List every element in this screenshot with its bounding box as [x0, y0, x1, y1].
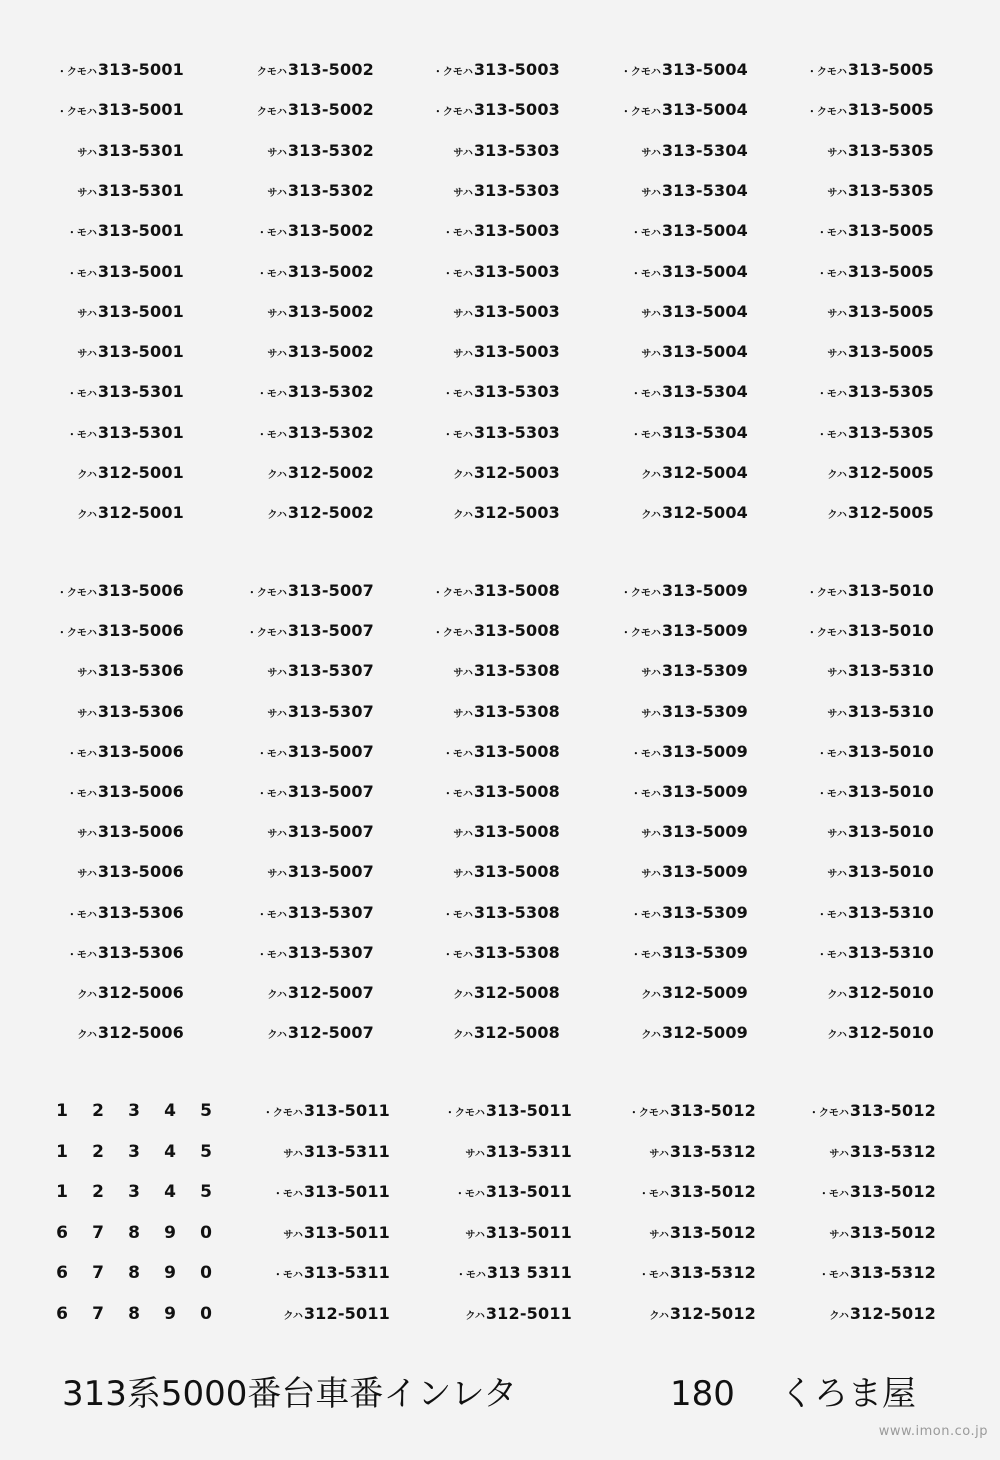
digit-decal: 7: [92, 1263, 104, 1283]
car-number-decal: ・モハ313-5309: [630, 902, 748, 922]
digit-decal: 0: [200, 1222, 212, 1243]
car-number-decal: ・クモハ313-5011: [262, 1101, 390, 1120]
car-number-decal: ・クモハ313-5003: [432, 60, 560, 79]
car-number-decal: ・モハ313-5305: [816, 422, 934, 442]
car-number-decal: サハ313-5006: [77, 862, 184, 882]
car-number-decal: サハ313-5310: [827, 661, 934, 681]
car-number-decal: クモハ313-5002: [256, 60, 374, 79]
car-number-decal: サハ313-5304: [641, 140, 748, 160]
car-number-decal: サハ313-5310: [827, 701, 934, 721]
car-number-decal: サハ313-5303: [453, 180, 560, 200]
car-number-decal: サハ313-5001: [77, 342, 184, 362]
car-number-decal: ・モハ313-5010: [816, 741, 934, 761]
car-number-decal: サハ313-5011: [283, 1222, 390, 1242]
car-number-decal: サハ313-5012: [649, 1222, 756, 1242]
car-number-decal: サハ313-5312: [829, 1141, 936, 1161]
car-number-decal: サハ313-5305: [827, 180, 934, 200]
car-number-decal: サハ313-5004: [641, 301, 748, 321]
digit-decal: 4: [164, 1182, 176, 1202]
car-number-decal: クハ312-5007: [267, 983, 374, 1002]
car-number-decal: サハ313-5011: [465, 1222, 572, 1242]
car-number-decal: サハ313-5005: [827, 342, 934, 362]
digit-decal: 8: [128, 1222, 140, 1243]
car-number-decal: ・クモハ313-5006: [56, 581, 184, 600]
digit-decal: 7: [92, 1303, 104, 1324]
digit-decal: 6: [56, 1222, 68, 1243]
car-number-decal: サハ313-5003: [453, 301, 560, 321]
car-number-decal: サハ313-5307: [267, 701, 374, 721]
car-number-decal: ・モハ313-5003: [442, 261, 560, 281]
car-number-decal: クハ312-5005: [827, 463, 934, 482]
digit-decal: 2: [92, 1182, 104, 1202]
car-number-decal: ・モハ313-5304: [630, 382, 748, 402]
car-number-decal: サハ313-5007: [267, 822, 374, 842]
car-number-decal: サハ313-5301: [77, 180, 184, 200]
car-number-decal: ・モハ313-5009: [630, 782, 748, 801]
car-number-decal: サハ313-5005: [827, 301, 934, 321]
car-number-decal: ・モハ313-5005: [816, 221, 934, 241]
car-number-decal: クハ312-5004: [641, 503, 748, 523]
car-number-decal: ・クモハ313-5010: [806, 621, 934, 641]
car-number-decal: サハ313-5309: [641, 701, 748, 721]
car-number-decal: ・モハ313-5308: [442, 902, 560, 922]
car-number-decal: サハ313-5008: [453, 822, 560, 842]
car-number-decal: ・モハ313-5002: [256, 261, 374, 281]
car-number-decal: ・モハ313-5307: [256, 902, 374, 922]
car-number-decal: サハ313-5004: [641, 342, 748, 362]
car-number-decal: ・モハ313-5002: [256, 221, 374, 241]
car-number-decal: サハ313-5002: [267, 342, 374, 362]
car-number-decal: ・モハ313-5304: [630, 422, 748, 442]
car-number-decal: ・クモハ313-5001: [56, 100, 184, 120]
car-number-decal: ・クモハ313-5008: [432, 581, 560, 600]
car-number-decal: ・クモハ313-5005: [806, 60, 934, 79]
car-number-decal: サハ313-5003: [453, 342, 560, 362]
car-number-decal: ・クモハ313-5006: [56, 621, 184, 641]
car-number-decal: ・クモハ313-5007: [246, 581, 374, 600]
digit-decal: 9: [164, 1222, 176, 1243]
car-number-decal: サハ313-5007: [267, 862, 374, 882]
car-number-decal: サハ313-5302: [267, 140, 374, 160]
car-number-decal: サハ313-5311: [465, 1141, 572, 1161]
car-number-decal: ・クモハ313-5004: [620, 60, 748, 79]
car-number-decal: ・モハ313-5009: [630, 741, 748, 761]
car-number-decal: サハ313-5311: [283, 1141, 390, 1161]
digit-decal: 5: [200, 1101, 212, 1121]
car-number-decal: ・モハ313-5306: [66, 902, 184, 922]
digit-decal: 3: [128, 1141, 140, 1162]
car-number-decal: ・モハ313-5012: [818, 1182, 936, 1201]
watermark: www.imon.co.jp: [878, 1424, 988, 1439]
car-number-decal: サハ313-5312: [649, 1141, 756, 1161]
car-number-decal: ・モハ313-5007: [256, 782, 374, 801]
digit-decal: 1: [56, 1101, 68, 1121]
car-number-decal: クハ312-5010: [827, 983, 934, 1002]
car-number-decal: ・モハ313-5001: [66, 221, 184, 241]
car-number-decal: サハ313-5012: [829, 1222, 936, 1242]
car-number-decal: サハ313-5308: [453, 701, 560, 721]
car-number-decal: ・モハ313-5011: [272, 1182, 390, 1201]
car-number-decal: サハ313-5307: [267, 661, 374, 681]
digit-decal: 3: [128, 1182, 140, 1202]
car-number-decal: クハ312-5001: [77, 463, 184, 482]
car-number-decal: サハ313-5010: [827, 862, 934, 882]
car-number-decal: クハ312-5001: [77, 503, 184, 523]
car-number-decal: サハ313-5001: [77, 301, 184, 321]
car-number-decal: ・モハ313-5303: [442, 422, 560, 442]
digit-decal: 9: [164, 1303, 176, 1324]
digit-decal: 6: [56, 1263, 68, 1283]
digit-decal: 5: [200, 1182, 212, 1202]
digit-decal: 3: [128, 1101, 140, 1121]
car-number-decal: ・クモハ313-5009: [620, 581, 748, 600]
digit-decal: 4: [164, 1141, 176, 1162]
car-number-decal: クハ312-5008: [453, 1023, 560, 1043]
car-number-decal: ・モハ313-5004: [630, 221, 748, 241]
car-number-decal: クハ312-5007: [267, 1023, 374, 1043]
sheet-number: 180: [670, 1374, 735, 1414]
car-number-decal: ・モハ313-5311: [272, 1263, 390, 1282]
car-number-decal: ・モハ313-5310: [816, 942, 934, 962]
car-number-decal: ・モハ313-5011: [454, 1182, 572, 1201]
car-number-decal: クハ312-5012: [649, 1303, 756, 1323]
car-number-decal: クハ312-5006: [77, 983, 184, 1002]
car-number-decal: ・モハ313-5310: [816, 902, 934, 922]
car-number-decal: ・モハ313-5309: [630, 942, 748, 962]
maker-name: くろま屋: [780, 1374, 916, 1414]
car-number-decal: ・クモハ313-5005: [806, 100, 934, 120]
car-number-decal: ・モハ313-5312: [818, 1263, 936, 1282]
car-number-decal: サハ313-5304: [641, 180, 748, 200]
car-number-decal: ・モハ313-5008: [442, 741, 560, 761]
car-number-decal: クハ312-5004: [641, 463, 748, 482]
car-number-decal: サハ313-5010: [827, 822, 934, 842]
car-number-decal: ・モハ313-5006: [66, 782, 184, 801]
car-number-decal: ・モハ313-5306: [66, 942, 184, 962]
car-number-decal: クハ312-5005: [827, 503, 934, 523]
car-number-decal: サハ313-5009: [641, 862, 748, 882]
digit-decal: 6: [56, 1303, 68, 1324]
car-number-decal: ・モハ313-5302: [256, 422, 374, 442]
car-number-decal: クモハ313-5002: [256, 100, 374, 120]
car-number-decal: サハ313-5306: [77, 701, 184, 721]
sheet-title: 313系5000番台車番インレタ: [62, 1374, 518, 1414]
car-number-decal: ・モハ313-5305: [816, 382, 934, 402]
digit-decal: 2: [92, 1101, 104, 1121]
digit-decal: 4: [164, 1101, 176, 1121]
car-number-decal: ・クモハ313-5001: [56, 60, 184, 79]
car-number-decal: クハ312-5009: [641, 1023, 748, 1043]
digit-decal: 1: [56, 1182, 68, 1202]
car-number-decal: ・モハ313-5005: [816, 261, 934, 281]
car-number-decal: サハ313-5308: [453, 661, 560, 681]
car-number-decal: サハ313-5008: [453, 862, 560, 882]
car-number-decal: ・モハ313-5301: [66, 382, 184, 402]
car-number-decal: ・モハ313-5307: [256, 942, 374, 962]
car-number-decal: ・モハ313-5303: [442, 382, 560, 402]
digit-decal: 1: [56, 1141, 68, 1162]
car-number-decal: ・モハ313-5301: [66, 422, 184, 442]
car-number-decal: ・モハ313-5004: [630, 261, 748, 281]
car-number-decal: サハ313-5301: [77, 140, 184, 160]
car-number-decal: サハ313-5306: [77, 661, 184, 681]
digit-decal: 0: [200, 1263, 212, 1283]
car-number-decal: ・モハ313 5311: [455, 1263, 572, 1282]
car-number-decal: サハ313-5006: [77, 822, 184, 842]
car-number-decal: ・クモハ313-5012: [808, 1101, 936, 1120]
car-number-decal: ・モハ313-5001: [66, 261, 184, 281]
car-number-decal: ・モハ313-5010: [816, 782, 934, 801]
car-number-decal: ・クモハ313-5011: [444, 1101, 572, 1120]
car-number-decal: クハ312-5008: [453, 983, 560, 1002]
car-number-decal: クハ312-5006: [77, 1023, 184, 1043]
car-number-decal: クハ312-5011: [465, 1303, 572, 1323]
car-number-decal: ・モハ313-5007: [256, 741, 374, 761]
car-number-decal: クハ312-5011: [283, 1303, 390, 1323]
car-number-decal: クハ312-5002: [267, 503, 374, 523]
digit-decal: 8: [128, 1263, 140, 1283]
car-number-decal: クハ312-5010: [827, 1023, 934, 1043]
car-number-decal: ・モハ313-5012: [638, 1182, 756, 1201]
digit-decal: 9: [164, 1263, 176, 1283]
car-number-decal: ・クモハ313-5008: [432, 621, 560, 641]
car-number-decal: ・モハ313-5003: [442, 221, 560, 241]
digit-decal: 0: [200, 1303, 212, 1324]
car-number-decal: サハ313-5305: [827, 140, 934, 160]
car-number-decal: ・モハ313-5008: [442, 782, 560, 801]
car-number-decal: サハ313-5009: [641, 822, 748, 842]
car-number-decal: ・モハ313-5308: [442, 942, 560, 962]
car-number-decal: クハ312-5012: [829, 1303, 936, 1323]
car-number-decal: サハ313-5302: [267, 180, 374, 200]
car-number-decal: ・クモハ313-5009: [620, 621, 748, 641]
car-number-decal: ・クモハ313-5007: [246, 621, 374, 641]
car-number-decal: サハ313-5303: [453, 140, 560, 160]
car-number-decal: サハ313-5002: [267, 301, 374, 321]
car-number-decal: クハ312-5003: [453, 503, 560, 523]
digit-decal: 5: [200, 1141, 212, 1162]
car-number-decal: ・クモハ313-5003: [432, 100, 560, 120]
car-number-decal: ・クモハ313-5010: [806, 581, 934, 600]
digit-decal: 2: [92, 1141, 104, 1162]
car-number-decal: ・モハ313-5006: [66, 741, 184, 761]
car-number-decal: ・クモハ313-5012: [628, 1101, 756, 1120]
car-number-decal: クハ312-5009: [641, 983, 748, 1002]
car-number-decal: サハ313-5309: [641, 661, 748, 681]
car-number-decal: ・モハ313-5302: [256, 382, 374, 402]
digit-decal: 8: [128, 1303, 140, 1324]
car-number-decal: クハ312-5003: [453, 463, 560, 482]
car-number-decal: ・モハ313-5312: [638, 1263, 756, 1282]
car-number-decal: ・クモハ313-5004: [620, 100, 748, 120]
digit-decal: 7: [92, 1222, 104, 1243]
car-number-decal: クハ312-5002: [267, 463, 374, 482]
